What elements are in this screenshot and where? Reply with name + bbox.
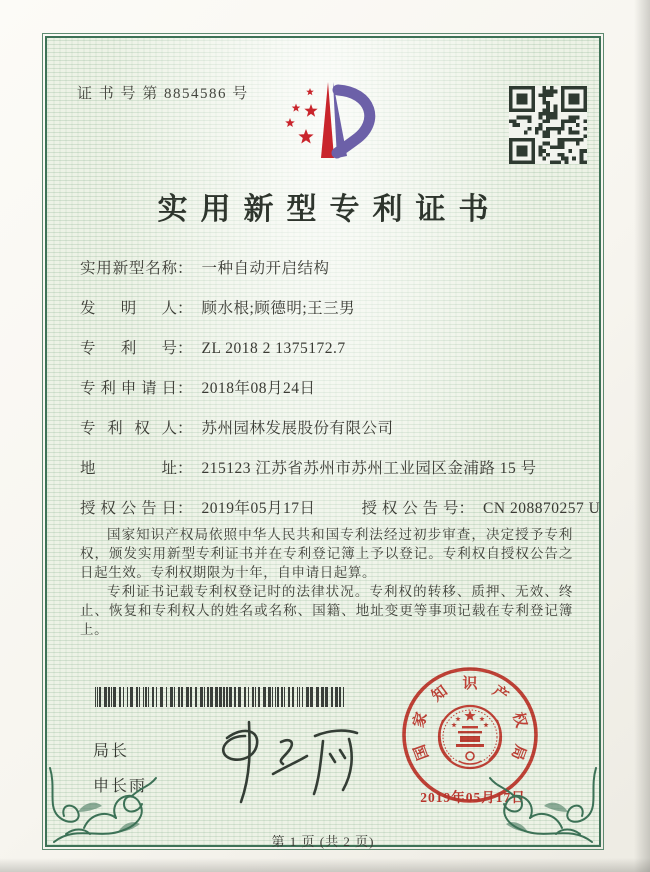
logo-star-icon (292, 104, 301, 112)
grant-no-label: 授权公告号 (361, 500, 459, 517)
scan-edge-bottom (0, 858, 650, 872)
signer-block (93, 738, 147, 808)
grant-date-value: 2019年05月17日 (201, 500, 316, 517)
field-value: 顾水根;顾德明;王三男 (201, 300, 356, 317)
legal-paragraphs (80, 525, 573, 639)
logo-red-stripe (321, 82, 334, 158)
certificate-frame (42, 33, 604, 850)
qr-code (509, 86, 587, 164)
grant-no-pair (362, 496, 601, 518)
barcode (93, 686, 355, 708)
colon: ： (177, 500, 193, 517)
field-value: 2018年08月24日 (201, 380, 316, 397)
grant-date-label: 授权公告日 (80, 500, 177, 517)
seal-char: 国 (411, 742, 433, 763)
seal-char: 家 (411, 710, 431, 730)
colon: ： (177, 420, 193, 437)
grant-date-pair (80, 496, 316, 518)
field-value: 一种自动开启结构 (201, 260, 330, 277)
legal-paragraph-2: 专利证书记载专利权登记时的法律状况。专利权的转移、质押、无效、终止、恢复和专利权人的姓名或名称、国籍、地址变更等事项记载在专利登记簿上。 (80, 584, 573, 637)
field-value: 苏州园林发展股份有限公司 (201, 420, 394, 437)
emblem-gear (466, 752, 474, 760)
emblem-stars (451, 710, 488, 727)
logo-p-bowl (337, 90, 370, 153)
field-value: ZL 2018 2 1375172.7 (201, 340, 346, 357)
emblem-gate (456, 726, 484, 747)
scan-edge-right (634, 0, 650, 872)
colon: ： (458, 500, 475, 517)
page-footer: 第 1 页 (共 2 页) (271, 834, 375, 849)
signer-name: 申长雨 (93, 778, 148, 795)
field-label: 专利申请日 (80, 380, 177, 397)
field-row (80, 296, 577, 336)
logo-star-icon (298, 129, 313, 144)
seal-date: 2019年05月17日 (420, 790, 526, 805)
field-value: 215123 江苏省苏州市苏州工业园区金浦路 15 号 (201, 460, 537, 477)
field-label: 发明人 (80, 300, 177, 317)
certificate-number: 证 书 号 第 8854586 号 (77, 86, 249, 102)
handwritten-signature (197, 708, 372, 810)
field-row (80, 256, 577, 296)
field-row (80, 416, 577, 456)
seal-char: 知 (428, 683, 451, 705)
grant-no-value: CN 208870257 U (483, 500, 601, 517)
seal-char: 产 (489, 683, 512, 705)
seal-char: 识 (462, 676, 478, 692)
signer-title: 局长 (93, 743, 130, 760)
certificate-frame-inner (45, 36, 601, 847)
official-seal (399, 664, 541, 806)
field-row (80, 456, 577, 496)
logo-star-icon (285, 118, 295, 127)
colon: ： (177, 460, 193, 477)
legal-paragraph-1: 国家知识产权局依照中华人民共和国专利法经过初步审查，决定授予专利权，颁发实用新型专利证书并在专利登记簿上予以登记。专利权自授权公告之日起生效。专利权期限为十年，自申请日起算。 (80, 527, 573, 580)
colon: ： (177, 340, 193, 357)
field-label: 专利权人 (80, 420, 177, 437)
field-label: 专利号 (80, 340, 177, 357)
logo-star-icon (304, 104, 317, 117)
colon: ： (177, 260, 193, 277)
cnipa-logo-icon (275, 76, 387, 174)
seal-char: 权 (509, 710, 529, 730)
page-title: 实用新型专利证书 (157, 193, 502, 226)
field-row (80, 376, 577, 416)
field-label: 实用新型名称 (80, 260, 177, 277)
field-row (80, 336, 577, 376)
colon: ： (177, 300, 193, 317)
fields-block (80, 256, 601, 536)
seal-char: 局 (507, 742, 529, 763)
logo-star-icon (306, 88, 314, 95)
field-label: 地址 (80, 460, 177, 477)
colon: ： (177, 380, 193, 397)
